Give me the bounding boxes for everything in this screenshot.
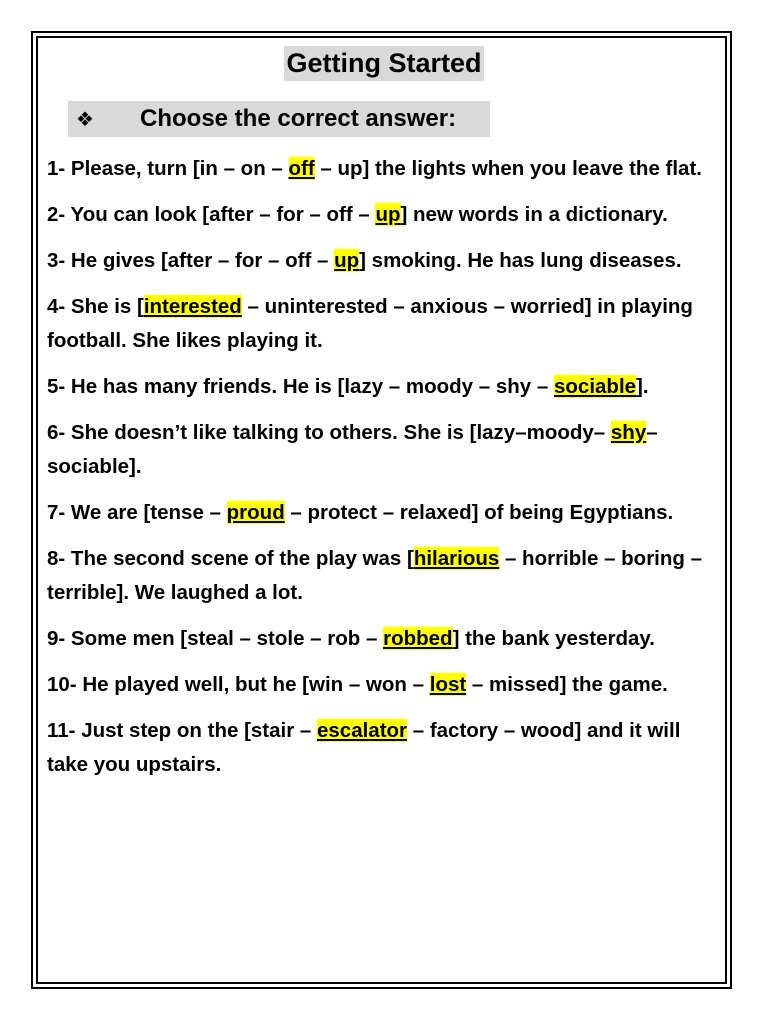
question-text-after: ] new words in a dictionary.	[400, 203, 668, 226]
question-item	[47, 668, 727, 702]
question-item	[47, 244, 727, 278]
question-text-before: 10- He played well, but he [win – won –	[47, 673, 430, 696]
question-text-after: – uninterested – anxious – worried] in playing football. She likes playing it.	[47, 295, 693, 352]
question-text-before: 9- Some men [steal – stole – rob –	[47, 627, 384, 650]
question-item	[47, 290, 727, 358]
question-text-after: – horrible – boring – terrible]. We laughed a lot.	[47, 547, 703, 604]
question-text-after: ].	[636, 375, 649, 398]
highlighted-answer: shy	[610, 421, 647, 444]
question-item	[47, 370, 727, 404]
question-item	[47, 542, 727, 610]
highlighted-answer: robbed	[383, 627, 453, 650]
question-text-after: – protect – relaxed] of being Egyptians.	[284, 501, 674, 524]
title-container	[0, 46, 768, 81]
question-item	[47, 416, 727, 484]
question-item	[47, 496, 727, 530]
question-text-after: – sociable].	[47, 421, 658, 478]
question-text-after: ] the bank yesterday.	[452, 627, 655, 650]
question-text-after: – missed] the game.	[466, 673, 668, 696]
question-item	[47, 152, 727, 186]
highlighted-answer: lost	[429, 673, 467, 696]
highlighted-answer: hilarious	[413, 547, 500, 570]
question-text-before: 6- She doesn’t like talking to others. She is [lazy–moody–	[47, 421, 611, 444]
question-text-after: – up] the lights when you leave the flat.	[314, 157, 702, 180]
question-text-before: 4- She is [	[47, 295, 144, 318]
highlighted-answer: up	[334, 249, 360, 272]
highlighted-answer: up	[375, 203, 401, 226]
question-item	[47, 714, 727, 782]
question-text-before: 8- The second scene of the play was [	[47, 547, 414, 570]
instruction-text: Choose the correct answer:	[140, 105, 457, 132]
highlighted-answer: interested	[143, 295, 242, 318]
question-list	[47, 152, 727, 794]
question-text-before: 7- We are [tense –	[47, 501, 227, 524]
question-item	[47, 198, 727, 232]
question-text-before: 5- He has many friends. He is [lazy – moody – shy –	[47, 375, 554, 398]
question-text-before: 3- He gives [after – for – off –	[47, 249, 335, 272]
question-text-before: 1- Please, turn [in – on –	[47, 157, 289, 180]
diamond-bullet-icon: ❖	[76, 108, 94, 131]
question-item	[47, 622, 727, 656]
highlighted-answer: proud	[226, 501, 285, 524]
instruction-banner	[68, 101, 490, 137]
question-text-before: 2- You can look [after – for – off –	[47, 203, 376, 226]
question-text-after: ] smoking. He has lung diseases.	[359, 249, 682, 272]
question-text-after: – factory – wood] and it will take you upstairs.	[47, 719, 681, 776]
highlighted-answer: escalator	[317, 719, 408, 742]
page-title: Getting Started	[284, 46, 483, 81]
question-text-before: 11- Just step on the [stair –	[47, 719, 317, 742]
highlighted-answer: sociable	[554, 375, 637, 398]
highlighted-answer: off	[288, 157, 315, 180]
